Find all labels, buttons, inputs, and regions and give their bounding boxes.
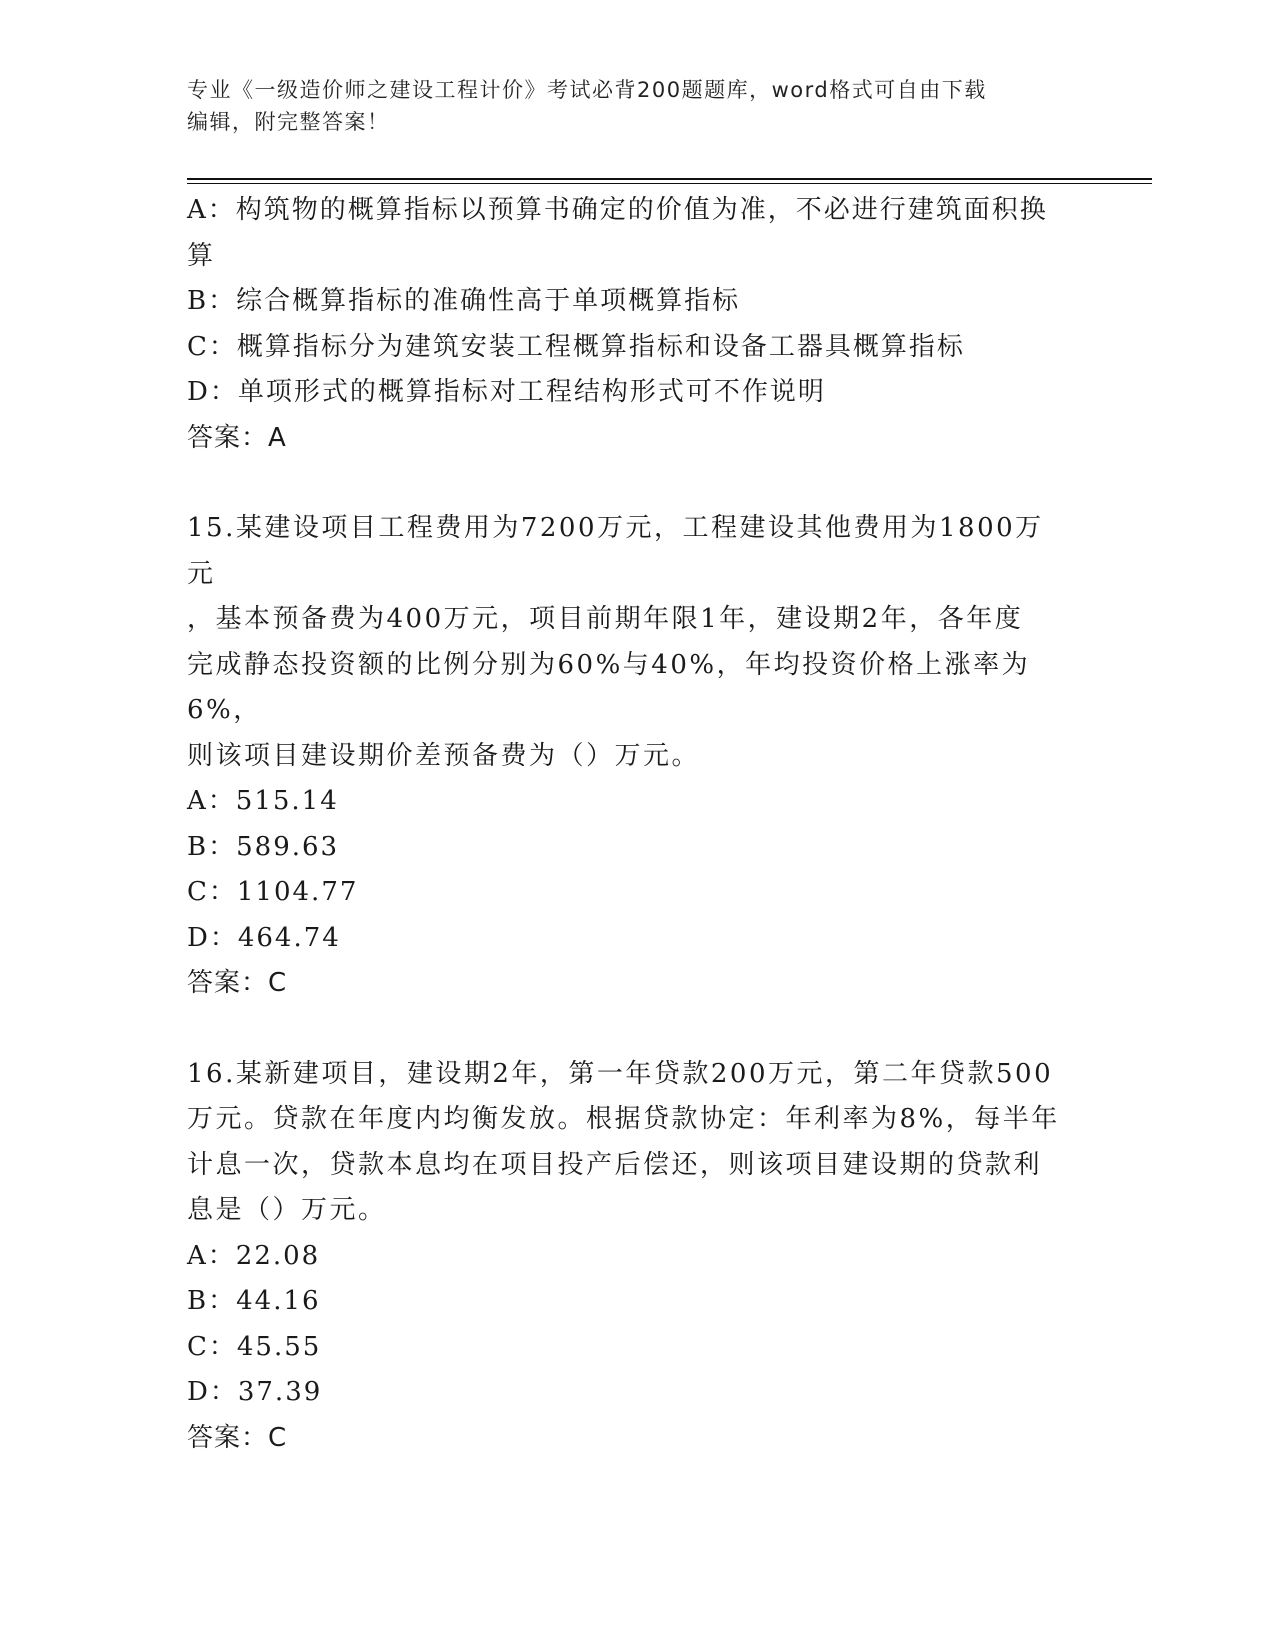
- stem-line: 16.某新建项目，建设期2年，第一年贷款200万元，第二年贷款500: [187, 1058, 1054, 1089]
- header-divider-thick: [187, 178, 1152, 180]
- option-b: B：589.63: [187, 831, 340, 862]
- option-c: C：1104.77: [187, 877, 359, 907]
- page-header: [187, 74, 1067, 138]
- spacer: [187, 461, 1087, 506]
- answer-line: 答案：C: [187, 968, 288, 998]
- question-14: [187, 188, 1087, 461]
- option-c: C：概算指标分为建筑安装工程概算指标和设备工器具概算指标: [187, 331, 965, 362]
- option-a-line-2: 算: [187, 240, 216, 271]
- header-line-2: 编辑，附完整答案！: [187, 110, 390, 134]
- answer-line: 答案：A: [187, 422, 287, 453]
- option-a: A：22.08: [187, 1240, 321, 1271]
- stem-line: 万元。贷款在年度内均衡发放。根据贷款协定：年利率为8%，每半年: [187, 1104, 1060, 1134]
- stem-line: 完成静态投资额的比例分别为60%与40%，年均投资价格上涨率为6%，: [187, 649, 1031, 725]
- question-stem: [187, 1052, 1067, 1234]
- option-a: A：515.14: [187, 786, 339, 816]
- option-d: D：37.39: [187, 1377, 323, 1407]
- option-a: [187, 188, 1087, 279]
- header-line-1: 专业《一级造价师之建设工程计价》考试必背200题题库，word格式可自由下载: [187, 78, 987, 102]
- spacer: [187, 1007, 1087, 1052]
- option-d: D：464.74: [187, 922, 341, 953]
- header-divider-thin: [187, 183, 1152, 184]
- option-b: B：44.16: [187, 1286, 321, 1316]
- answer-line: 答案：C: [187, 1422, 288, 1453]
- question-stem: [187, 506, 1067, 779]
- stem-line: 则该项目建设期价差预备费为（）万元。: [187, 740, 701, 771]
- option-b: B：综合概算指标的准确性高于单项概算指标: [187, 286, 741, 316]
- stem-line: ，基本预备费为400万元，项目前期年限1年，建设期2年，各年度: [187, 604, 1024, 634]
- option-d: D：单项形式的概算指标对工程结构形式可不作说明: [187, 377, 826, 407]
- question-15: [187, 506, 1087, 1007]
- question-16: [187, 1052, 1087, 1462]
- question-content: [187, 188, 1087, 1461]
- stem-line: 15.某建设项目工程费用为7200万元，工程建设其他费用为1800万元: [187, 513, 1044, 589]
- option-c: C：45.55: [187, 1331, 322, 1362]
- stem-line: 息是（）万元。: [187, 1195, 387, 1225]
- stem-line: 计息一次，贷款本息均在项目投产后偿还，则该项目建设期的贷款利: [187, 1149, 1043, 1180]
- option-a-line-1: A：构筑物的概算指标以预算书确定的价值为准，不必进行建筑面积换: [187, 195, 1048, 225]
